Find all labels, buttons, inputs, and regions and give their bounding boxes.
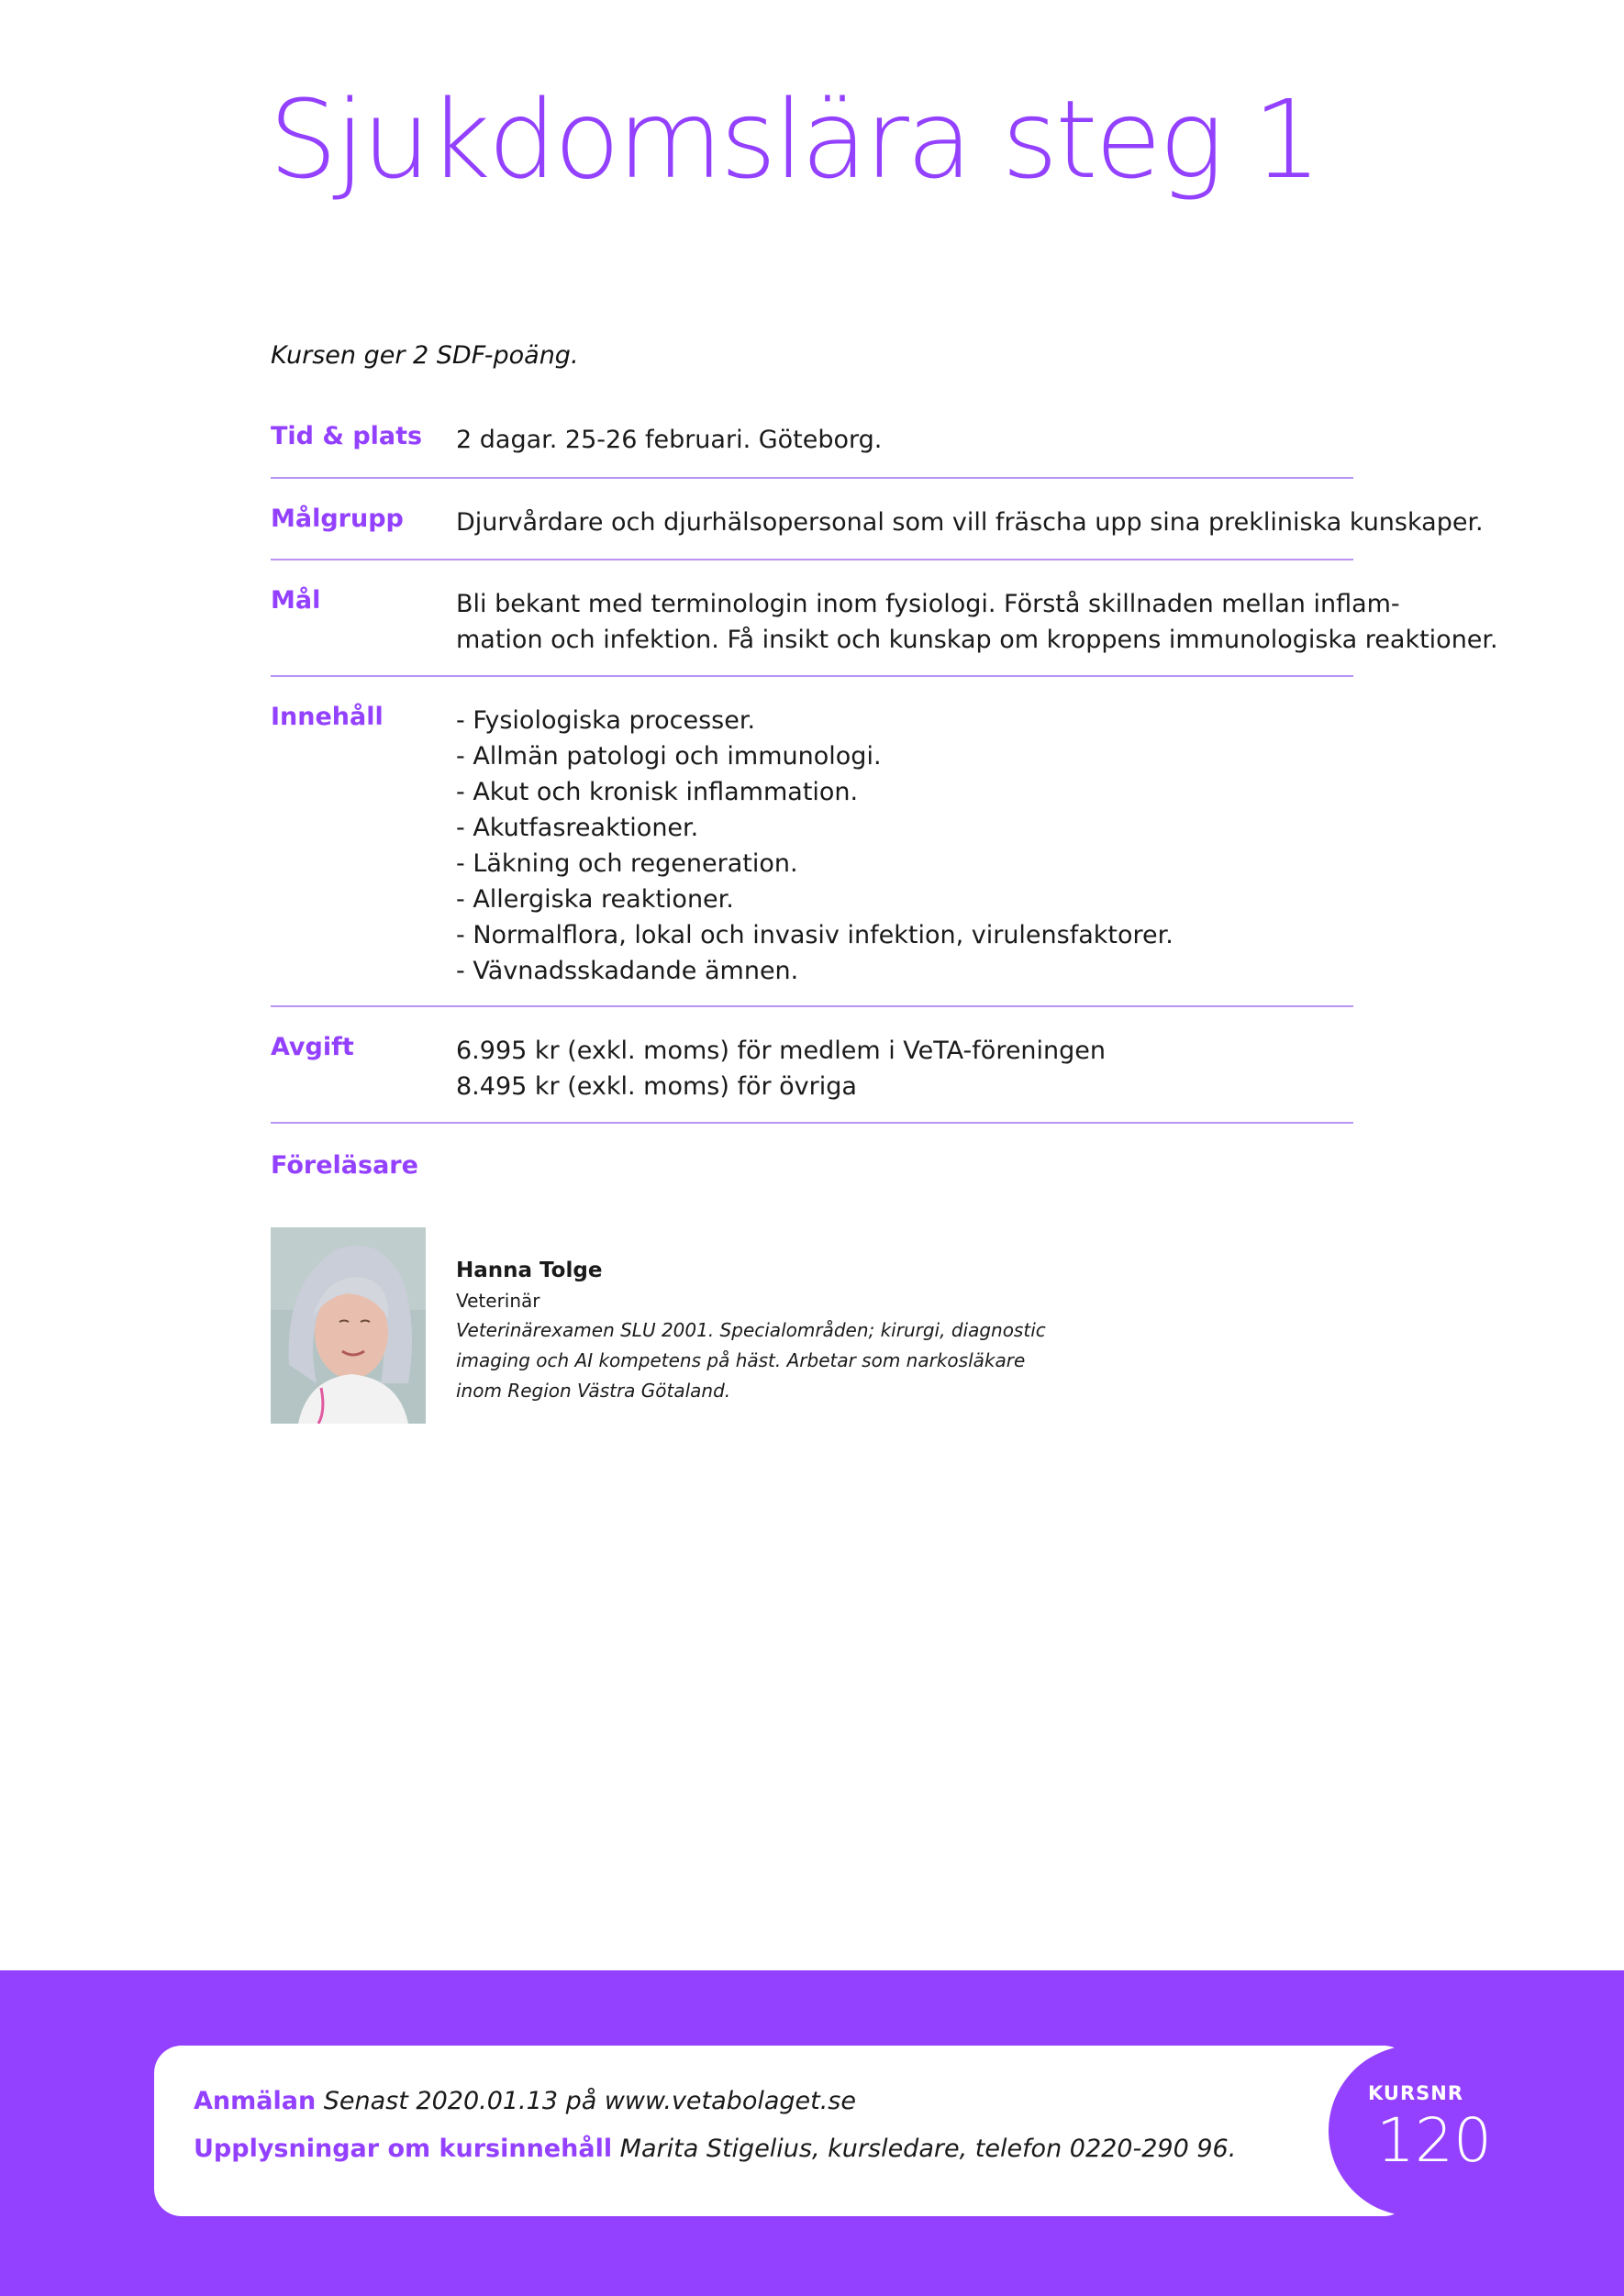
page-title: Sjukdomslära steg 1 xyxy=(269,76,1319,203)
section-target-group xyxy=(271,505,1484,560)
section-label: Målgrupp xyxy=(271,505,404,533)
registration-label: Anmälan xyxy=(194,2087,317,2115)
section-content xyxy=(271,703,1353,1007)
course-number: 120 xyxy=(1376,2105,1492,2176)
section-goal xyxy=(271,586,1498,677)
section-line: 8.495 kr (exkl. moms) för övriga xyxy=(456,1072,857,1101)
section-time-place xyxy=(271,422,1353,479)
credits-note: Kursen ger 2 SDF-poäng. xyxy=(271,341,579,370)
content-item: - Vävnadsskadande ämnen. xyxy=(456,957,799,985)
info-text: Marita Stigelius, kursledare, telefon 0220-290 96. xyxy=(619,2135,1237,2163)
section-line: Bli bekant med terminologin inom fysiologi. Förstå skillnaden mellan inflam- xyxy=(456,590,1400,618)
content-item: - Allmän patologi och immunologi. xyxy=(456,742,882,771)
content-item: - Akut och kronisk inflammation. xyxy=(456,778,859,806)
lecturer-description xyxy=(456,1315,1046,1406)
course-number-label: KURSNR xyxy=(1368,2082,1463,2104)
section-value xyxy=(456,586,1498,658)
section-value xyxy=(456,1033,1364,1104)
section-value xyxy=(456,422,1364,458)
description-line: imaging och AI kompetens på häst. Arbetar som narkosläkare xyxy=(456,1349,1026,1371)
section-line: 2 dagar. 25-26 februari. Göteborg. xyxy=(456,426,883,454)
info-label: Upplysningar om kursinnehåll xyxy=(194,2135,613,2163)
section-fee xyxy=(271,1033,1353,1124)
info-line xyxy=(194,2135,1236,2163)
section-line: Djurvårdare och djurhälsopersonal som vill fräscha upp sina prekliniska kunskaper. xyxy=(456,508,1484,537)
section-label: Mål xyxy=(271,586,321,615)
course-number-badge xyxy=(1329,2046,1501,2216)
lecturer-role: Veterinär xyxy=(456,1290,540,1312)
content-item: - Akutfasreaktioner. xyxy=(456,814,699,842)
section-label: Avgift xyxy=(271,1033,354,1061)
section-lecturers xyxy=(271,1151,1353,1188)
lecturer-photo xyxy=(271,1227,426,1424)
section-label: Innehåll xyxy=(271,703,384,731)
content-item: - Normalflora, lokal och invasiv infektion, virulensfaktorer. xyxy=(456,921,1174,949)
content-item: - Läkning och regeneration. xyxy=(456,849,798,878)
section-value xyxy=(456,505,1484,540)
lecturer-name: Hanna Tolge xyxy=(456,1259,603,1282)
section-line: 6.995 kr (exkl. moms) för medlem i VeTA-föreningen xyxy=(456,1037,1107,1065)
section-label: Tid & plats xyxy=(271,422,423,450)
description-line: inom Region Västra Götaland. xyxy=(456,1380,731,1402)
content-item: - Fysiologiska processer. xyxy=(456,706,756,735)
lecturer-info xyxy=(456,1256,1046,1406)
description-line: Veterinärexamen SLU 2001. Specialområden; kirurgi, diagnostic xyxy=(456,1319,1046,1341)
section-line: mation och infektion. Få insikt och kunskap om kroppens immunologiska reaktioner. xyxy=(456,626,1498,654)
section-label: Föreläsare xyxy=(271,1151,418,1180)
section-value xyxy=(456,703,1364,989)
footer-band xyxy=(0,1970,1624,2296)
footer-card xyxy=(154,2046,1411,2216)
content-item: - Allergiska reaktioner. xyxy=(456,885,734,914)
registration-text: Senast 2020.01.13 på www.vetabolaget.se xyxy=(323,2087,856,2115)
registration-line xyxy=(194,2087,856,2115)
